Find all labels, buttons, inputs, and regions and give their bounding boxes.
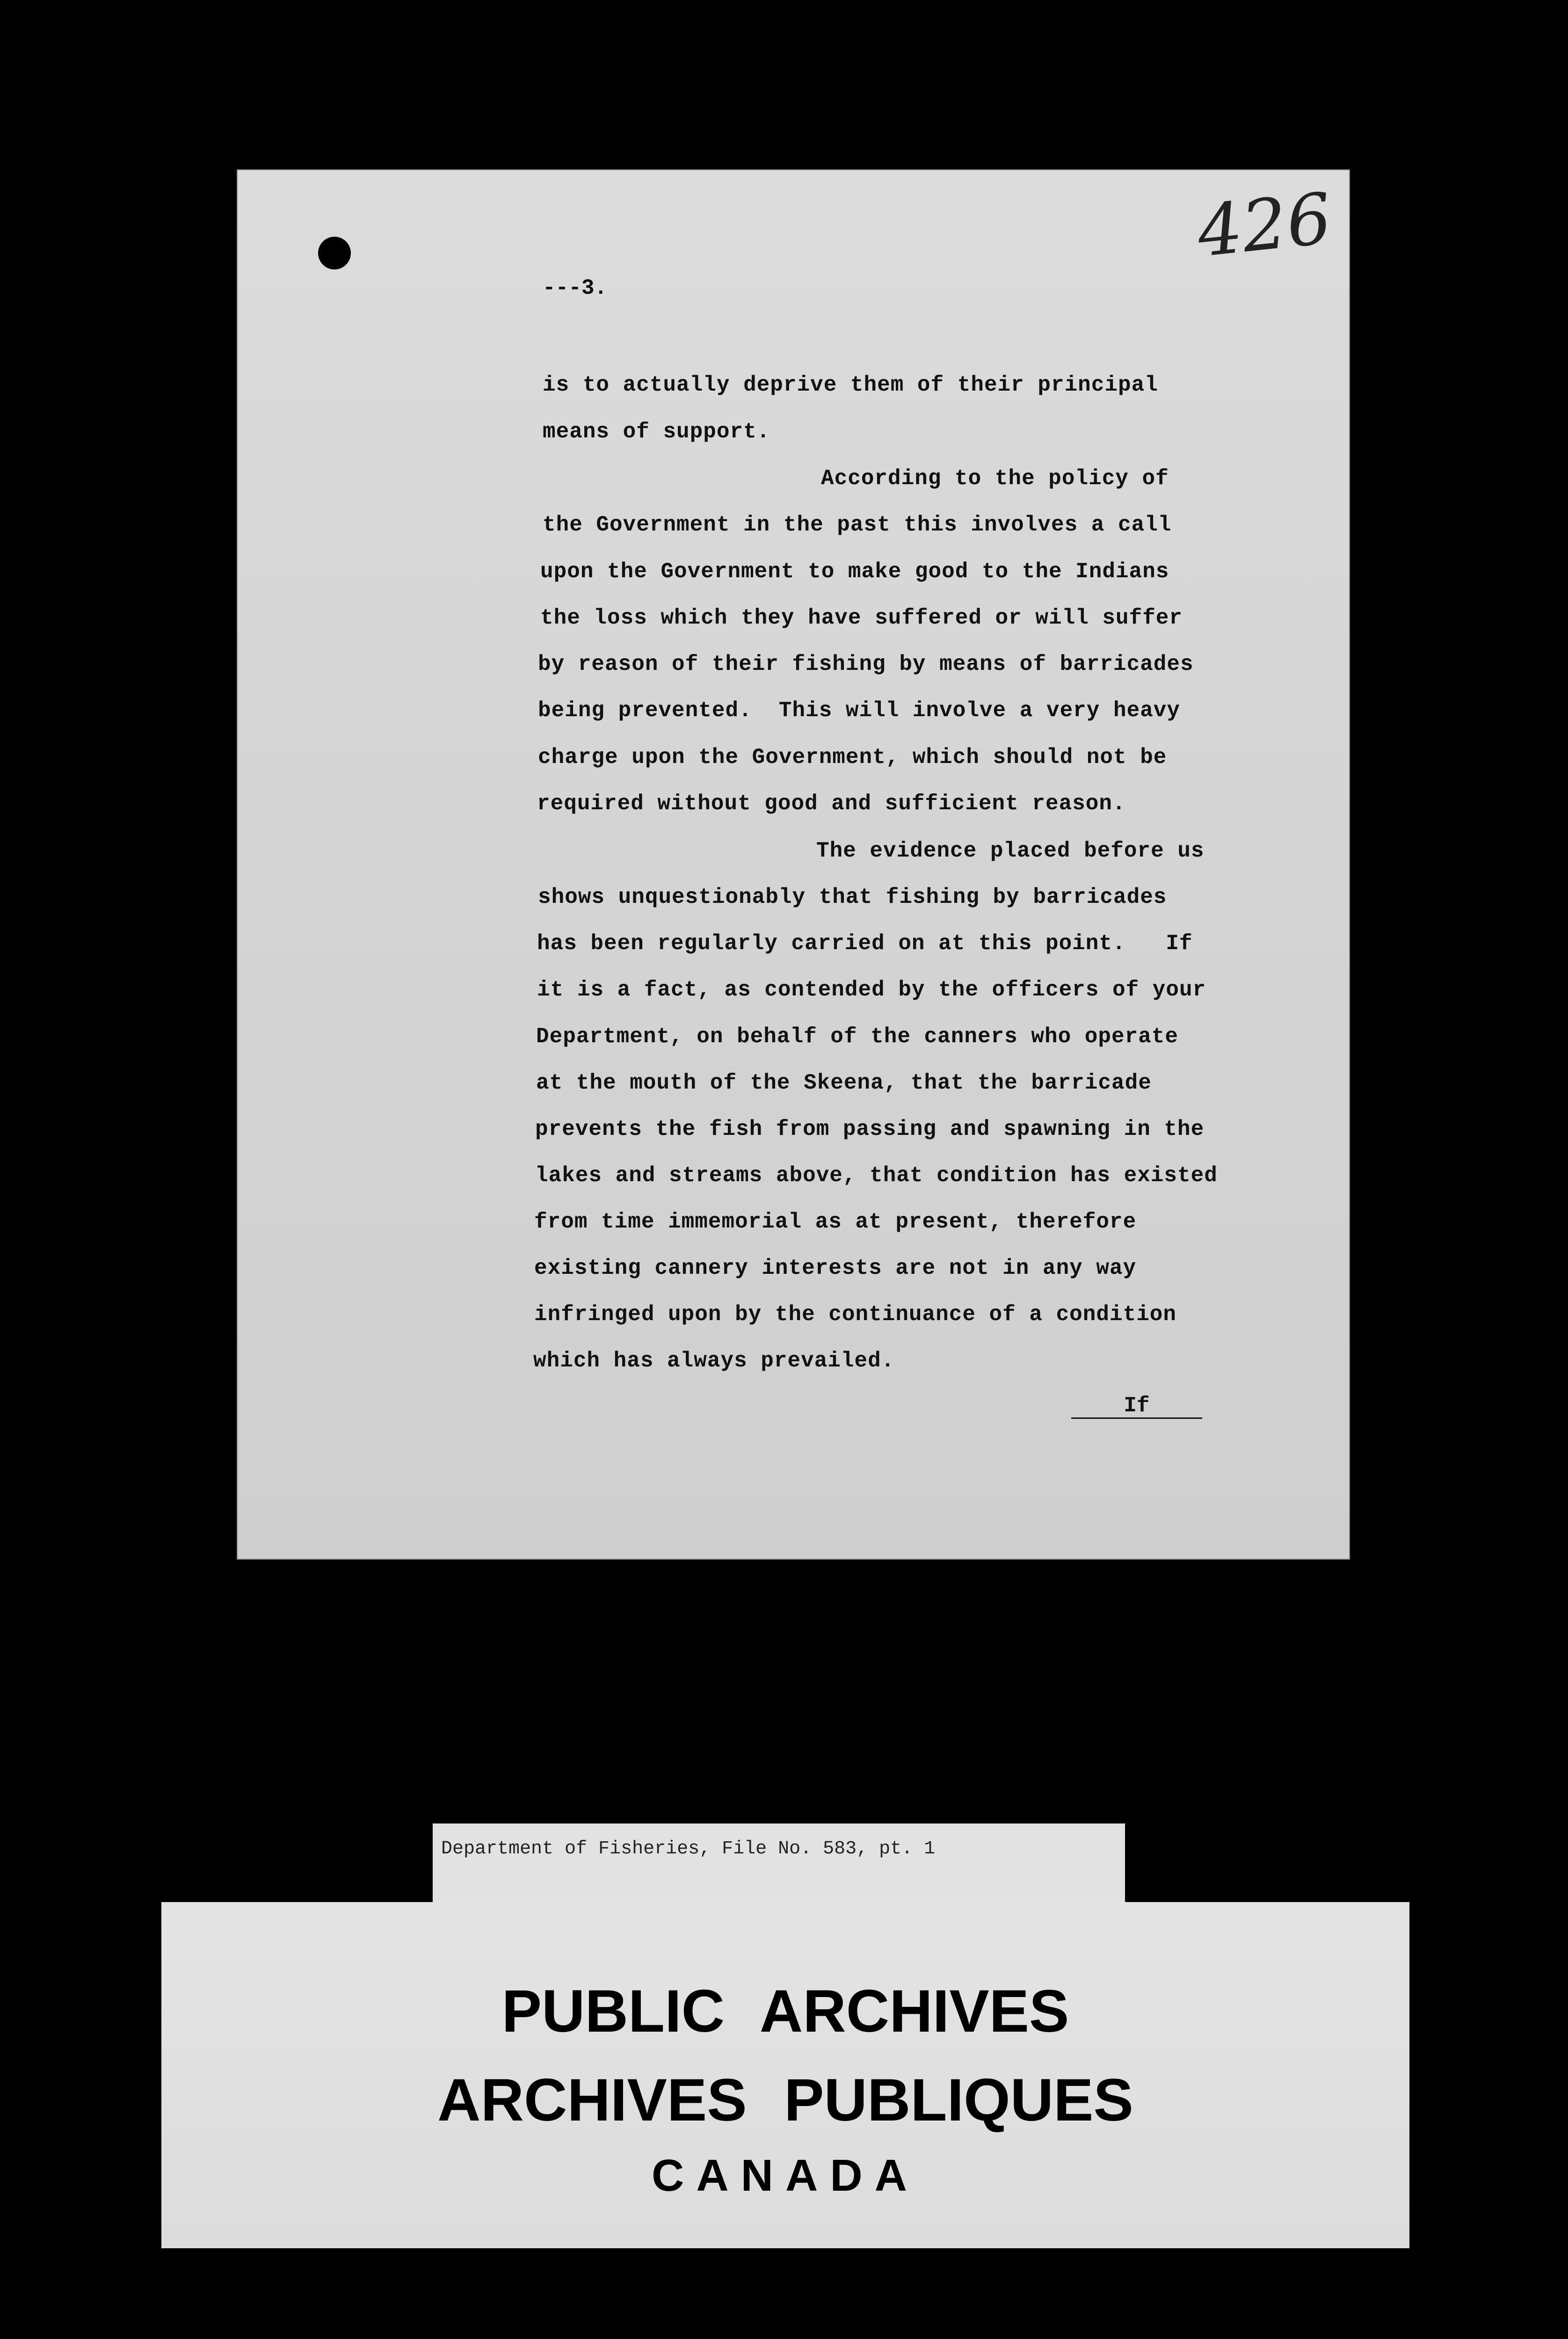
stamp-line-country: CANADA bbox=[652, 2150, 919, 2201]
body-line: being prevented. This will involve a very heavy bbox=[538, 698, 1181, 723]
body-line: existing cannery interests are not in any way bbox=[534, 1256, 1137, 1280]
body-line: from time immemorial as at present, therefore bbox=[534, 1210, 1137, 1234]
body-line: has been regularly carried on at this point. If bbox=[537, 931, 1193, 956]
archive-stamp bbox=[161, 1902, 1409, 2248]
body-line: Department, on behalf of the canners who operate bbox=[536, 1024, 1179, 1049]
body-line: shows unquestionably that fishing by barricades bbox=[538, 885, 1167, 909]
page-number: ---3. bbox=[543, 276, 608, 300]
body-line: at the mouth of the Skeena, that the barricade bbox=[536, 1071, 1152, 1095]
body-line: the Government in the past this involves a call bbox=[543, 513, 1172, 537]
catchword: If bbox=[1071, 1394, 1202, 1419]
body-line: which has always prevailed. bbox=[533, 1349, 895, 1373]
stamp-line-english: PUBLIC ARCHIVES bbox=[501, 1978, 1069, 2045]
body-line: lakes and streams above, that condition has existed bbox=[535, 1163, 1218, 1188]
body-line: infringed upon by the continuance of a condition bbox=[534, 1302, 1177, 1327]
body-line: the loss which they have suffered or will suffer bbox=[540, 606, 1183, 630]
body-line: prevents the fish from passing and spawning in the bbox=[535, 1117, 1205, 1141]
body-line: According to the policy of bbox=[821, 466, 1169, 491]
body-line: charge upon the Government, which should not be bbox=[538, 745, 1167, 770]
folio-number: 426 bbox=[1193, 178, 1336, 273]
body-line: by reason of their fishing by means of barricades bbox=[538, 652, 1194, 676]
file-reference-label: Department of Fisheries, File No. 583, pt. 1 bbox=[433, 1823, 1125, 1902]
body-line: upon the Government to make good to the Indians bbox=[540, 559, 1169, 584]
body-line: it is a fact, as contended by the officers of your bbox=[537, 978, 1206, 1002]
body-line: required without good and sufficient reason. bbox=[537, 792, 1126, 816]
body-line: is to actually deprive them of their principal bbox=[543, 373, 1158, 397]
body-line: The evidence placed before us bbox=[816, 839, 1205, 863]
body-line: means of support. bbox=[543, 420, 770, 444]
punch-hole bbox=[318, 237, 351, 269]
stamp-line-french: ARCHIVES PUBLIQUES bbox=[437, 2067, 1133, 2134]
